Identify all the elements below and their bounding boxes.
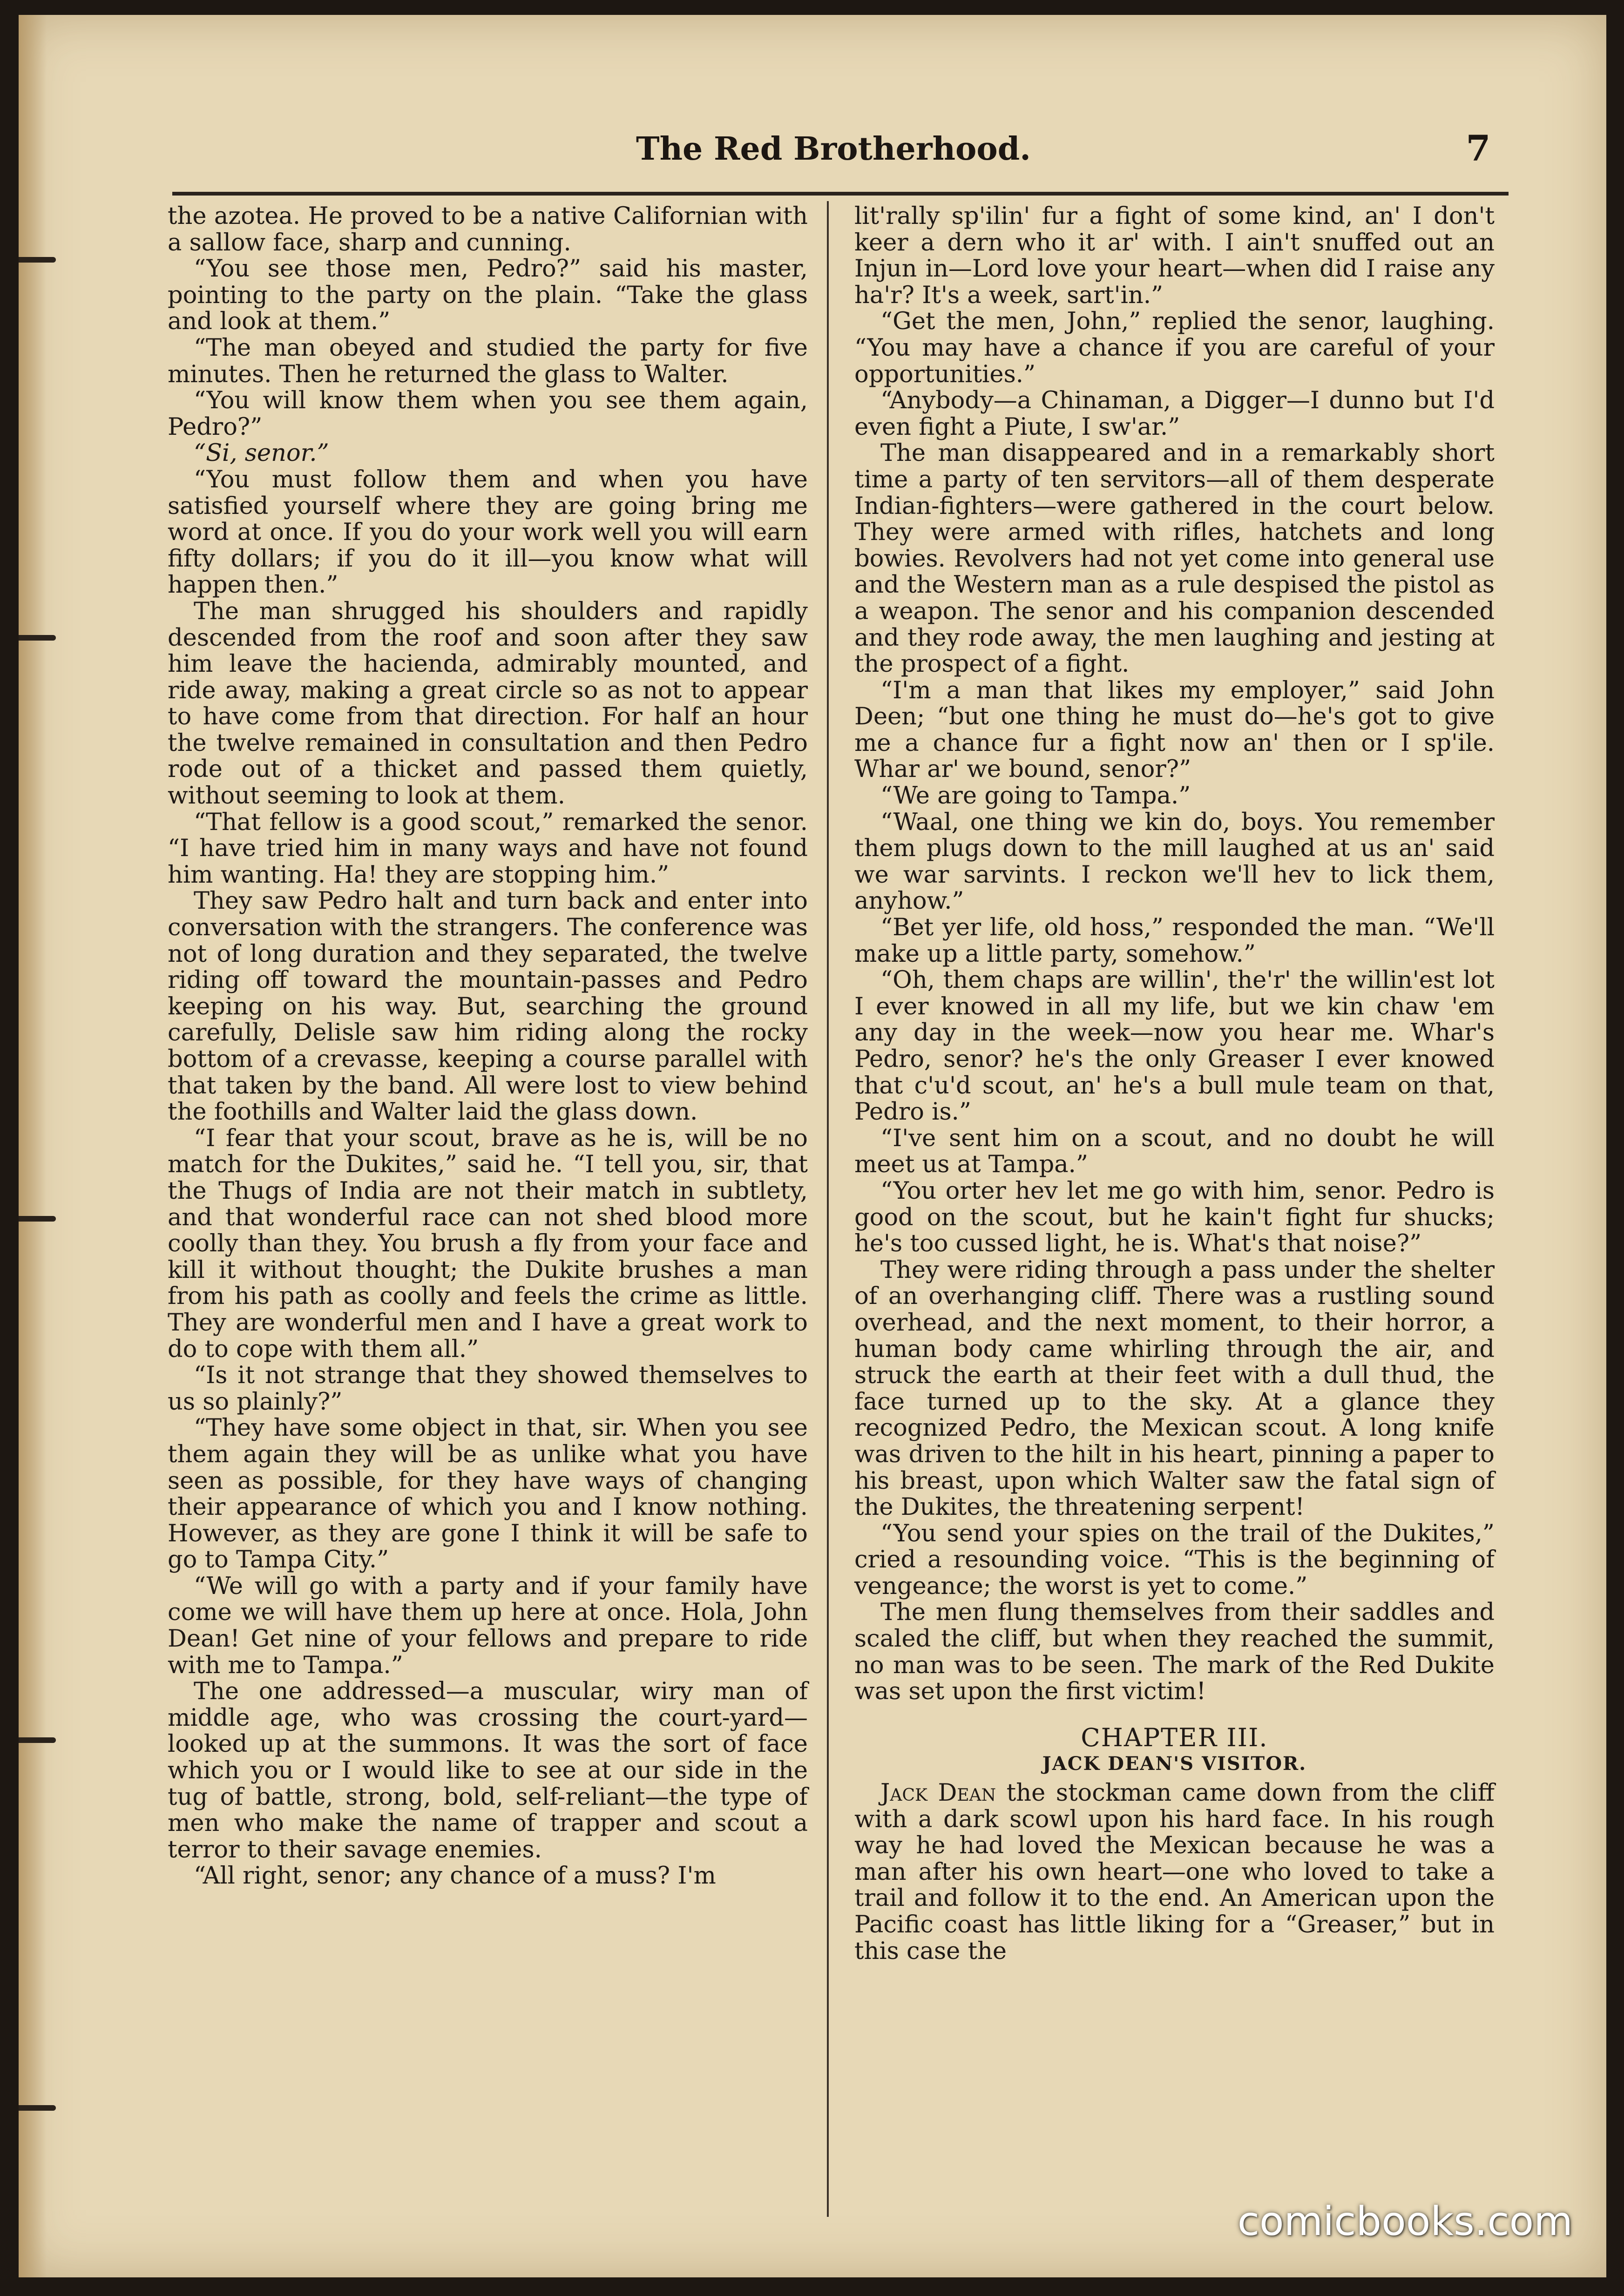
paragraph: “Waal, one thing we kin do, boys. You remember them plugs down to the mill laughed at us an' said we war sarvints. I reckon we'll hev to lick them, anyhow.” — [854, 808, 1495, 915]
paragraph: The one addressed—a muscular, wiry man of middle age, who was crossing the court-yard—looked up at the summons. It was the sort of face which you or I would like to see at our side in the tug of battle, strong, bold, self-reliant—the type of men who make the name of trapper and scout a terror to their savage enemies. — [168, 1678, 808, 1864]
paragraph: They were riding through a pass under the shelter of an overhanging cliff. There was a rustling sound overhead, and the next moment, to their horror, a human body came whirling through the air, and struck the earth at their feet with a dull thud, the face turned up to the sky. At a glance they recognized Pedro, the Mexican scout. A long knife was driven to the hilt in his heart, pinning a paper to his breast, upon which Walter saw the fatal sign of the Dukites, the threatening serpent! — [854, 1256, 1495, 1521]
paragraph: “Is it not strange that they showed themselves to us so plainly?” — [168, 1362, 808, 1416]
paragraph: “You will know them when you see them again, Pedro?” — [168, 387, 808, 441]
chapter-subheading: JACK DEAN'S VISITOR. — [1042, 1753, 1307, 1775]
paragraph: the azotea. He proved to be a native Californian with a sallow face, sharp and cunning. — [168, 203, 808, 257]
paragraph: The men flung themselves from their saddles and scaled the cliff, but when they reached the summit, no man was to be seen. The mark of the Red Dukite was set upon the first victim! — [854, 1599, 1495, 1706]
paragraph: “All right, senor; any chance of a muss? I'm — [194, 1862, 716, 1890]
staple-mark — [19, 2105, 56, 2111]
paragraph: lit'rally sp'ilin' fur a fight of some kind, an' I don't keer a dern who it ar' with. I ain't snuffed out an Injun in—Lord love your heart—when did I raise any ha'r? It's a week, sart'in.” — [854, 203, 1495, 309]
staple-mark — [19, 257, 56, 263]
watermark-logo: comicbooks.com — [1237, 2198, 1573, 2245]
header-rule — [172, 192, 1509, 196]
chapter-heading: CHAPTER III. — [1081, 1722, 1268, 1752]
paragraph: “You send your spies on the trail of the Dukites,” cried a resounding voice. “This is the beginning of vengeance; the worst is yet to come.” — [854, 1519, 1495, 1600]
paragraph: “You see those men, Pedro?” said his master, pointing to the party on the plain. “Take the glass and look at them.” — [168, 255, 808, 336]
paragraph: “I'm a man that likes my employer,” said John Deen; “but one thing he must do—he's got to give me a chance fur a fight now an' then or I sp'ile. Whar ar' we bound, senor?” — [854, 676, 1495, 783]
lead-name: Jack Dean — [880, 1779, 996, 1807]
running-header: The Red Brotherhood. — [636, 130, 1031, 168]
paragraph: “We are going to Tampa.” — [880, 782, 1191, 810]
staple-mark — [19, 1737, 56, 1743]
paragraph: “They have some object in that, sir. When you see them again they will be as unlike what you have seen as possible, for they have ways of changing their appearance of which you and I know nothing. However, as they are gone I think it will be safe to go to Tampa City.” — [168, 1414, 808, 1574]
paragraph: “Anybody—a Chinaman, a Digger—I dunno but I'd even fight a Piute, I sw'ar.” — [854, 387, 1495, 441]
paragraph: They saw Pedro halt and turn back and enter into conversation with the strangers. The conference was not of long duration and they separated, the twelve riding off toward the mountain-passes and Pedro keeping on his way. But, searching the ground carefully, Delisle saw him riding along the rocky bottom of a crevasse, keeping a course parallel with that taken by the band. All were lost to view behind the foothills and Walter laid the glass down. — [168, 887, 808, 1126]
magazine-page — [19, 15, 1606, 2277]
paragraph: “Bet yer life, old hoss,” responded the man. “We'll make up a little party, somehow.” — [854, 914, 1495, 968]
paragraph: “That fellow is a good scout,” remarked the senor. “I have tried him in many ways and have not found him wanting. Ha! they are stopping him.” — [168, 808, 808, 889]
left-column — [168, 203, 808, 1890]
paragraph: The man disappeared and in a remarkably short time a party of ten servitors—all of them desperate Indian-fighters—were gathered in the court below. They were armed with rifles, hatchets and long bowies. Revolvers had not yet come into general use and the Western man as a rule despised the pistol as a weapon. The senor and his companion descended and they rode away, the men laughing and jesting at the prospect of a fight. — [854, 439, 1495, 678]
paragraph: “Oh, them chaps are willin', the'r' the willin'est lot I ever knowed in all my life, but we kin chaw 'em any day in the week—now you hear me. Whar's Pedro, senor? he's the only Greaser I ever knowed that c'u'd scout, an' he's a bull mule team on that, Pedro is.” — [854, 966, 1495, 1126]
staple-mark — [19, 1216, 56, 1222]
staple-mark — [19, 635, 56, 641]
spine-shadow — [19, 15, 47, 2277]
chapter-lead-paragraph — [854, 1780, 1495, 1965]
right-column — [854, 203, 1495, 1965]
paragraph: “We will go with a party and if your family have come we will have them up here at once. Hola, John Dean! Get nine of your fellows and prepare to ride with me to Tampa.” — [168, 1572, 808, 1679]
lead-text: the stockman came down from the cliff with a dark scowl upon his hard face. In his rough way he had loved the Mexican because he was a man after his own heart—one who loved to take a trail and follow it to the end. An American upon the Pacific coast has little liking for a “Greaser,” but in this case the — [854, 1779, 1495, 1965]
paragraph: “The man obeyed and studied the party for five minutes. Then he returned the glass to Walter. — [168, 334, 808, 388]
paragraph: “Si, senor.” — [194, 439, 329, 467]
paragraph: “I've sent him on a scout, and no doubt he will meet us at Tampa.” — [854, 1124, 1495, 1179]
paragraph: “Get the men, John,” replied the senor, laughing. “You may have a chance if you are careful of your opportunities.” — [854, 308, 1495, 388]
page-number: 7 — [1466, 128, 1491, 169]
paragraph: “You must follow them and when you have satisfied yourself where they are going bring me word at once. If you do your work well you will earn fifty dollars; if you do it ill—you know what will happen then.” — [168, 466, 808, 599]
paragraph: “You orter hev let me go with him, senor. Pedro is good on the scout, but he kain't fight fur shucks; he's too cussed light, he is. What's that noise?” — [854, 1177, 1495, 1258]
paragraph: “I fear that your scout, brave as he is, will be no match for the Dukites,” said he. “I tell you, sir, that the Thugs of India are not their match in subtlety, and that wonderful race can not shed blood more coolly than they. You brush a fly from your face and kill it without thought; the Dukite brushes a man from his path as coolly and feels the crime as little. They are wonderful men and I have a great work to do to cope with them all.” — [168, 1124, 808, 1363]
column-divider — [827, 201, 829, 2217]
paragraph: The man shrugged his shoulders and rapidly descended from the roof and soon after they saw him leave the hacienda, admirably mounted, and ride away, making a great circle so as not to appear to have come from that direction. For half an hour the twelve remained in consultation and then Pedro rode out of a thicket and passed them quietly, without seeming to look at them. — [168, 597, 808, 810]
